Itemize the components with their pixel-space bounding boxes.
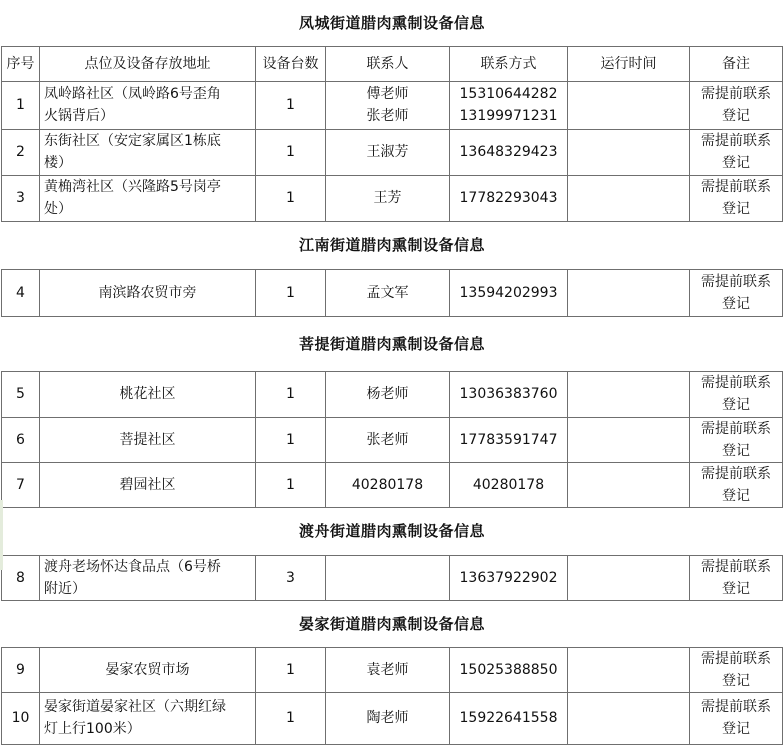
cell-count: 1 [256, 81, 326, 129]
cell-no: 6 [2, 417, 40, 462]
cell-address: 碧园社区 [40, 462, 256, 507]
cell-no: 1 [2, 81, 40, 129]
table-row [2, 175, 783, 221]
section-title-row [2, 507, 783, 555]
cell-note: 需提前联系 登记 [690, 175, 783, 221]
cell-contact [326, 555, 450, 600]
cell-note: 需提前联系 登记 [690, 417, 783, 462]
cell-contact: 王淑芳 [326, 129, 450, 175]
header-count: 设备台数 [256, 46, 326, 81]
cell-phone: 15025388850 [450, 647, 568, 692]
cell-contact: 孟文军 [326, 269, 450, 316]
cell-address: 渡舟老场怀达食品点（6号桥 附近） [40, 555, 256, 600]
table-row [2, 417, 783, 462]
cell-no: 9 [2, 647, 40, 692]
header-address: 点位及设备存放地址 [40, 46, 256, 81]
section-title-row [2, 600, 783, 647]
cell-count: 1 [256, 417, 326, 462]
cell-phone: 15310644282 13199971231 [450, 81, 568, 129]
cell-note: 需提前联系 登记 [690, 371, 783, 417]
cell-contact: 杨老师 [326, 371, 450, 417]
cell-count: 3 [256, 555, 326, 600]
table-row [2, 692, 783, 744]
table-row [2, 81, 783, 129]
cell-no: 7 [2, 462, 40, 507]
cell-address: 南滨路农贸市旁 [40, 269, 256, 316]
cell-count: 1 [256, 269, 326, 316]
cell-phone: 17782293043 [450, 175, 568, 221]
cell-phone: 15922641558 [450, 692, 568, 744]
cell-note: 需提前联系 登记 [690, 555, 783, 600]
header-no: 序号 [2, 46, 40, 81]
cell-run-time [568, 129, 690, 175]
cell-run-time [568, 462, 690, 507]
cell-phone: 13036383760 [450, 371, 568, 417]
header-run-time: 运行时间 [568, 46, 690, 81]
cell-contact: 张老师 [326, 417, 450, 462]
cell-note: 需提前联系 登记 [690, 647, 783, 692]
table-row [2, 555, 783, 600]
header-note: 备注 [690, 46, 783, 81]
cell-address: 菩提社区 [40, 417, 256, 462]
cell-no: 2 [2, 129, 40, 175]
cell-contact: 袁老师 [326, 647, 450, 692]
header-contact: 联系人 [326, 46, 450, 81]
section-title: 渡舟街道腊肉熏制设备信息 [2, 507, 783, 555]
cell-note: 需提前联系 登记 [690, 269, 783, 316]
section-title: 凤城街道腊肉熏制设备信息 [2, 0, 783, 46]
cell-count: 1 [256, 129, 326, 175]
cell-count: 1 [256, 647, 326, 692]
cell-contact: 陶老师 [326, 692, 450, 744]
cell-address: 凤岭路社区（凤岭路6号歪角 火锅背后） [40, 81, 256, 129]
cell-no: 10 [2, 692, 40, 744]
cell-no: 3 [2, 175, 40, 221]
table-row [2, 647, 783, 692]
row-header-highlight [0, 500, 3, 570]
cell-run-time [568, 269, 690, 316]
cell-address: 桃花社区 [40, 371, 256, 417]
cell-note: 需提前联系 登记 [690, 129, 783, 175]
cell-note: 需提前联系 登记 [690, 462, 783, 507]
cell-phone: 17783591747 [450, 417, 568, 462]
cell-count: 1 [256, 462, 326, 507]
table-row [2, 129, 783, 175]
equipment-table [1, 0, 783, 745]
cell-address: 晏家街道晏家社区（六期红绿 灯上行100米） [40, 692, 256, 744]
cell-count: 1 [256, 371, 326, 417]
cell-address: 黄桷湾社区（兴隆路5号岗亭 处） [40, 175, 256, 221]
cell-contact: 40280178 [326, 462, 450, 507]
cell-contact: 傅老师 张老师 [326, 81, 450, 129]
table-row [2, 371, 783, 417]
cell-no: 8 [2, 555, 40, 600]
cell-note: 需提前联系 登记 [690, 81, 783, 129]
cell-contact: 王芳 [326, 175, 450, 221]
section-title-row [2, 316, 783, 371]
section-title: 江南街道腊肉熏制设备信息 [2, 221, 783, 269]
section-title-row [2, 0, 783, 46]
cell-run-time [568, 417, 690, 462]
cell-run-time [568, 647, 690, 692]
table-row [2, 462, 783, 507]
cell-phone: 40280178 [450, 462, 568, 507]
cell-phone: 13648329423 [450, 129, 568, 175]
cell-address: 晏家农贸市场 [40, 647, 256, 692]
section-title: 晏家街道腊肉熏制设备信息 [2, 600, 783, 647]
cell-run-time [568, 692, 690, 744]
header-phone: 联系方式 [450, 46, 568, 81]
cell-no: 5 [2, 371, 40, 417]
section-title-row [2, 221, 783, 269]
column-header-row [2, 46, 783, 81]
cell-phone: 13594202993 [450, 269, 568, 316]
cell-phone: 13637922902 [450, 555, 568, 600]
cell-run-time [568, 175, 690, 221]
cell-no: 4 [2, 269, 40, 316]
cell-run-time [568, 81, 690, 129]
table-row [2, 269, 783, 316]
cell-address: 东街社区（安定家属区1栋底 楼） [40, 129, 256, 175]
cell-count: 1 [256, 692, 326, 744]
section-title: 菩提街道腊肉熏制设备信息 [2, 316, 783, 371]
cell-run-time [568, 371, 690, 417]
cell-note: 需提前联系 登记 [690, 692, 783, 744]
cell-count: 1 [256, 175, 326, 221]
cell-run-time [568, 555, 690, 600]
